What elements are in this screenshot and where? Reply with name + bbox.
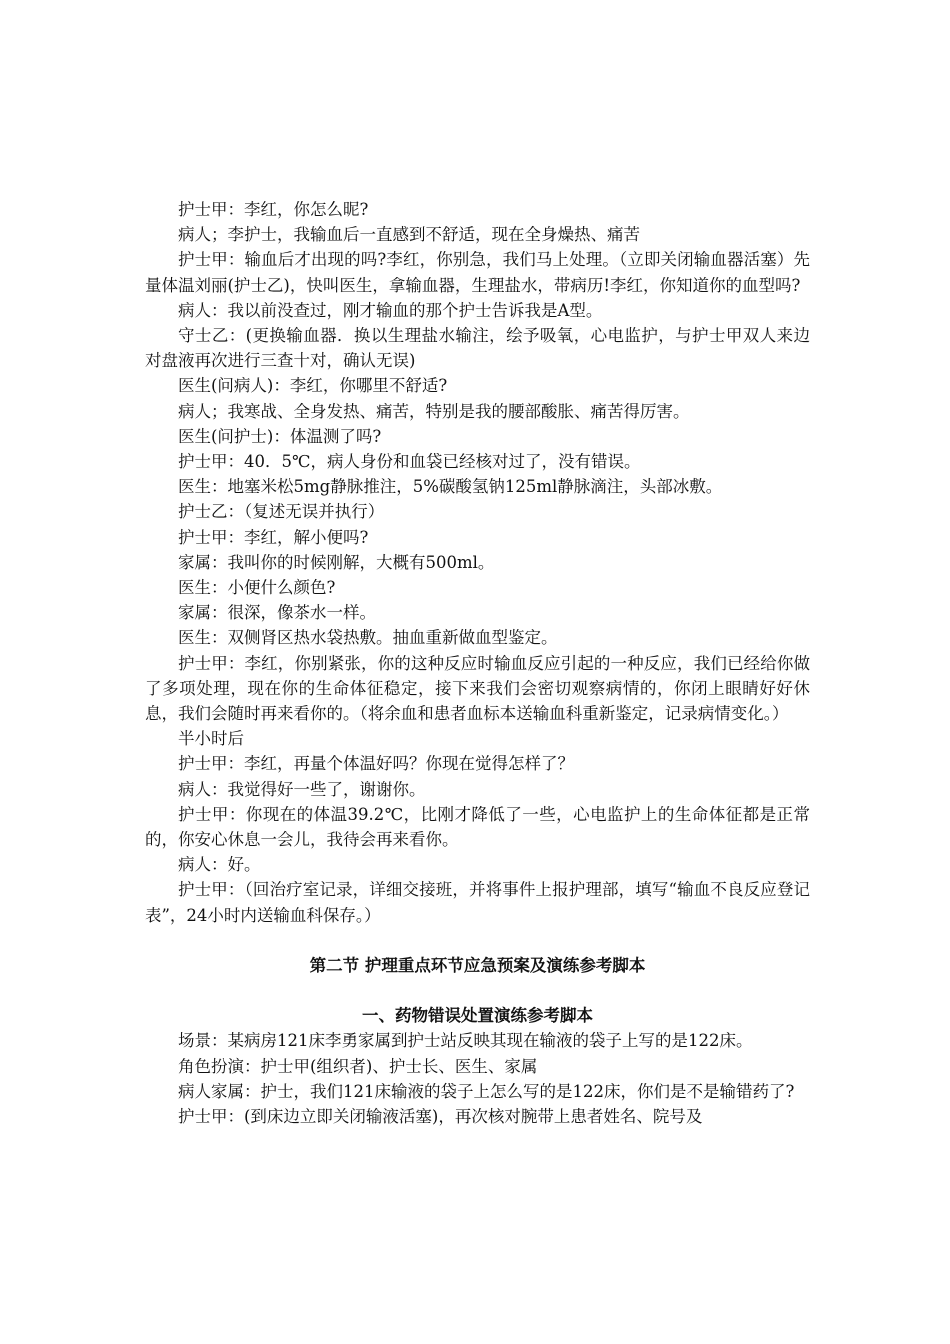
dialogue-line: 护士甲：(到床边立即关闭输液活塞)，再次核对腕带上患者姓名、院号及: [178, 1106, 703, 1126]
dialogue-line: 护士甲：李红，再量个体温好吗？你现在觉得怎样了？: [178, 754, 574, 774]
dialogue-line: 病人家属：护士，我们121床输液的袋子上怎么写的是122床，你们是不是输错药了?: [178, 1081, 795, 1101]
section-title: 第二节 护理重点环节应急预案及演练参考脚本: [309, 955, 646, 975]
dialogue-line: 病人：我以前没查过，刚才输血的那个护士告诉我是A型。: [178, 300, 603, 320]
spacer: [145, 928, 810, 953]
document-page: [145, 197, 810, 1129]
dialogue-line: 病人；李护士，我输血后一直感到不舒适，现在全身燥热、痛苦: [178, 225, 640, 245]
dialogue-line: 病人：好。: [178, 855, 261, 875]
dialogue-line: 护士甲：李红，你别紧张，你的这种反应时输血反应引起的一种反应，我们已经给你做了多项处理，现在你的生命体征稳定，接下来我们会密切观察病情的，你闭上眼睛好好休息，我们会随时再来看你的。（将余血和患者血标本送输血科重新鉴定，记录病情变化。）: [145, 653, 810, 724]
dialogue-line: 家属：很深，像茶水一样。: [178, 603, 376, 623]
spacer: [145, 978, 810, 1003]
subsection-title: 一、药物错误处置演练参考脚本: [362, 1006, 593, 1026]
dialogue-line: 医生(问病人)：李红，你哪里不舒适?: [178, 376, 448, 396]
dialogue-line: 病人：我觉得好一些了，谢谢你。: [178, 779, 426, 799]
dialogue-line: 守士乙：(更换输血器．换以生理盐水输注，绘予吸氧，心电监护，与护士甲双人来边对盘液再次进行三查十对，确认无误): [145, 326, 810, 371]
dialogue-line: 护士甲：输血后才出现的吗?李红，你别急，我们马上处理。（立即关闭输血器活塞）先量体温刘丽(护士乙)，快叫医生，拿输血器，生理盐水，带病历!李红，你知道你的血型吗?: [145, 250, 810, 295]
dialogue-line: 护士甲：你现在的体温39.2℃，比刚才降低了一些，心电监护上的生命体征都是正常的，你安心休息一会儿，我待会再来看你。: [145, 804, 810, 850]
dialogue-line: 医生：地塞米松5mg静脉推注，5%碳酸氢钠125ml静脉滴注，头部冰敷。: [178, 477, 723, 497]
dialogue-line: 护士甲：李红，解小便吗?: [178, 527, 369, 547]
roles-line: 角色扮演：护士甲(组织者)、护士长、医生、家属: [178, 1056, 538, 1076]
scene-note: 半小时后: [178, 729, 244, 749]
dialogue-line: 病人；我寒战、全身发热、痛苦，特别是我的腰部酸胀、痛苦得厉害。: [178, 401, 690, 421]
dialogue-line: 护士甲：40．5℃，病人身份和血袋已经核对过了，没有错误。: [178, 452, 641, 472]
dialogue-line: 护士甲：（回治疗室记录，详细交接班，并将事件上报护理部，填写“输血不良反应登记表”，24小时内送输血科保存。）: [145, 880, 810, 925]
dialogue-line: 医生：小便什么颜色?: [178, 578, 336, 598]
dialogue-line: 医生：双侧肾区热水袋热敷。抽血重新做血型鉴定。: [178, 628, 558, 648]
scene-description: 场景：某病房121床李勇家属到护士站反映其现在输液的袋子上写的是122床。: [178, 1031, 753, 1051]
dialogue-line: 护士甲：李红，你怎么昵?: [178, 200, 369, 219]
dialogue-line: 医生(问护士)：体温测了吗?: [178, 426, 382, 446]
dialogue-line: 护士乙：（复述无误并执行）: [178, 502, 385, 522]
dialogue-line: 家属：我叫你的时候刚解，大概有500ml。: [178, 552, 495, 572]
